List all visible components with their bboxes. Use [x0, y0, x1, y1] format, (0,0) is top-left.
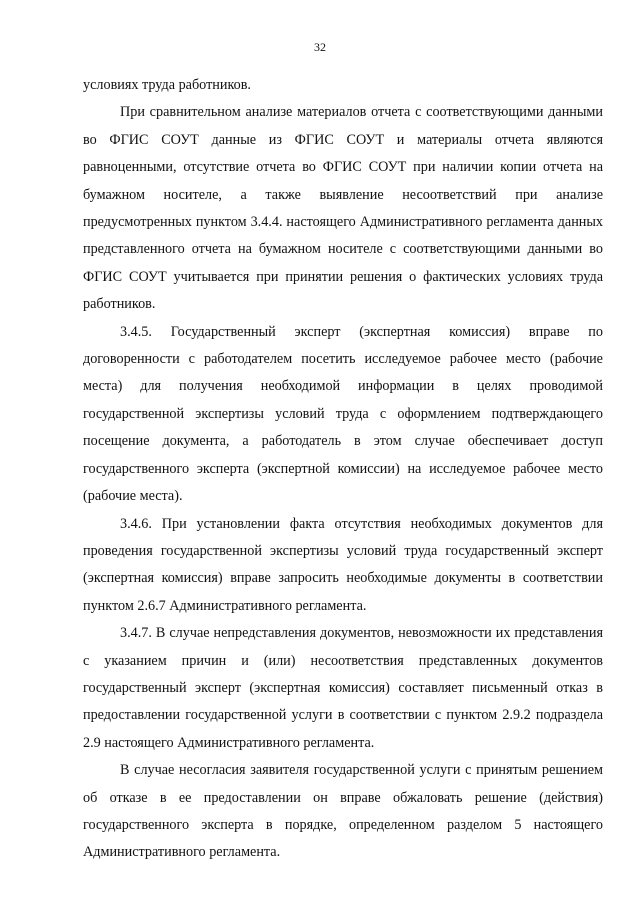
body-text — [83, 72, 603, 867]
paragraph-continuation: условиях труда работников. — [83, 77, 251, 93]
paragraph-appeal: В случае несогласия заявителя государственной услуги с принятым решением об отказе в ее предоставлении он вправе обжаловать решение (действия) государственного эксперта в порядке, определенном разделом 5 настоящего Административного регламента. — [83, 762, 603, 861]
paragraph-comparative-analysis: При сравнительном анализе материалов отчета с соответствующими данными во ФГИС СОУТ данные из ФГИС СОУТ и материалы отчета являются равноценными, отсутствие отчета во ФГИС СОУТ при наличии копии отчета на бумажном носителе, а также выявление несоответствий при анализе предусмотренных пунктом 3.4.4. настоящего Административного регламента данных представленного отчета на бумажном носителе с соответствующими данными во ФГИС СОУТ учитывается при принятии решения о фактических условиях труда работников. — [83, 104, 603, 313]
page-number: 32 — [314, 40, 326, 54]
paragraph-3-4-6: 3.4.6. При установлении факта отсутствия необходимых документов для проведения государственной экспертизы условий труда государственный эксперт (экспертная комиссия) вправе запросить необходимые документы в соответствии пунктом 2.6.7 Административного регламента. — [83, 515, 603, 614]
paragraph-3-4-7: 3.4.7. В случае непредставления документов, невозможности их представления с указанием причин и (или) несоответствия представленных документов государственный эксперт (экспертная комиссия) составляет письменный отказ в предоставлении государственной услуги в соответствии с пунктом 2.9.2 подраздела 2.9 настоящего Административного регламента. — [83, 625, 603, 751]
paragraph-3-4-5: 3.4.5. Государственный эксперт (экспертная комиссия) вправе по договоренности с работодателем посетить исследуемое рабочее место (рабочие места) для получения необходимой информации в целях проводимой государственной экспертизы условий труда с оформлением подтверждающего посещение документа, а работодатель в этом случае обеспечивает доступ государственного эксперта (экспертной комиссии) на исследуемое рабочее место (рабочие места). — [83, 323, 603, 505]
